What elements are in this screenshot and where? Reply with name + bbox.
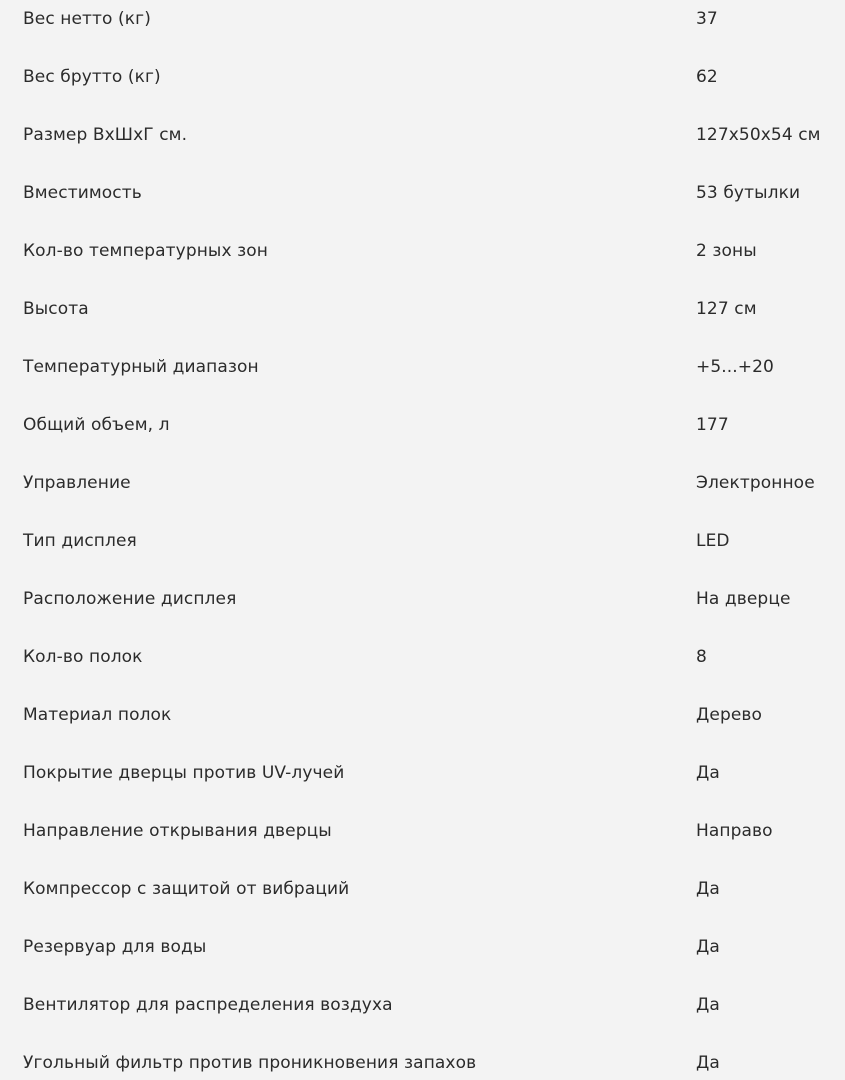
spec-label: Тип дисплея bbox=[23, 531, 137, 551]
spec-row bbox=[0, 356, 845, 414]
spec-value: 62 bbox=[696, 67, 718, 87]
spec-label: Компрессор с защитой от вибраций bbox=[23, 879, 350, 899]
spec-label: Покрытие дверцы против UV-лучей bbox=[23, 763, 345, 783]
spec-row bbox=[0, 472, 845, 530]
spec-value: 127х50х54 см bbox=[696, 125, 821, 145]
spec-value: Да bbox=[696, 937, 720, 957]
spec-value: +5...+20 bbox=[696, 357, 774, 377]
spec-value: Да bbox=[696, 763, 720, 783]
spec-value: Электронное bbox=[696, 473, 815, 493]
spec-label: Угольный фильтр против проникновения запахов bbox=[23, 1053, 477, 1073]
spec-row bbox=[0, 530, 845, 588]
spec-row bbox=[0, 240, 845, 298]
spec-label: Высота bbox=[23, 299, 89, 319]
spec-row bbox=[0, 1052, 845, 1080]
spec-row bbox=[0, 994, 845, 1052]
spec-label: Размер ВхШхГ см. bbox=[23, 125, 188, 145]
spec-row bbox=[0, 298, 845, 356]
spec-label: Направление открывания дверцы bbox=[23, 821, 332, 841]
spec-value: 2 зоны bbox=[696, 241, 757, 261]
spec-value: Да bbox=[696, 879, 720, 899]
spec-row bbox=[0, 762, 845, 820]
spec-value: 177 bbox=[696, 415, 729, 435]
spec-label: Расположение дисплея bbox=[23, 589, 237, 609]
spec-value: 8 bbox=[696, 647, 707, 667]
spec-value: Дерево bbox=[696, 705, 763, 725]
spec-value: 53 бутылки bbox=[696, 183, 801, 203]
spec-row bbox=[0, 820, 845, 878]
spec-row bbox=[0, 878, 845, 936]
spec-label: Вентилятор для распределения воздуха bbox=[23, 995, 393, 1015]
spec-row bbox=[0, 8, 845, 66]
spec-row bbox=[0, 646, 845, 704]
spec-label: Резервуар для воды bbox=[23, 937, 207, 957]
spec-label: Вместимость bbox=[23, 183, 142, 203]
spec-row bbox=[0, 588, 845, 646]
spec-row bbox=[0, 414, 845, 472]
spec-value: Да bbox=[696, 1053, 720, 1073]
spec-label: Кол-во полок bbox=[23, 647, 143, 667]
spec-value: Да bbox=[696, 995, 720, 1015]
spec-label: Температурный диапазон bbox=[23, 357, 259, 377]
spec-label: Кол-во температурных зон bbox=[23, 241, 268, 261]
spec-value: Направо bbox=[696, 821, 773, 841]
spec-label: Вес нетто (кг) bbox=[23, 9, 151, 29]
spec-value: 37 bbox=[696, 9, 718, 29]
spec-row bbox=[0, 66, 845, 124]
spec-row bbox=[0, 182, 845, 240]
spec-label: Управление bbox=[23, 473, 131, 493]
spec-row bbox=[0, 936, 845, 994]
spec-label: Общий объем, л bbox=[23, 415, 170, 435]
spec-label: Материал полок bbox=[23, 705, 172, 725]
spec-value: 127 см bbox=[696, 299, 757, 319]
spec-row bbox=[0, 704, 845, 762]
spec-row bbox=[0, 124, 845, 182]
spec-value: LED bbox=[696, 531, 730, 551]
spec-label: Вес брутто (кг) bbox=[23, 67, 161, 87]
spec-value: На дверце bbox=[696, 589, 791, 609]
